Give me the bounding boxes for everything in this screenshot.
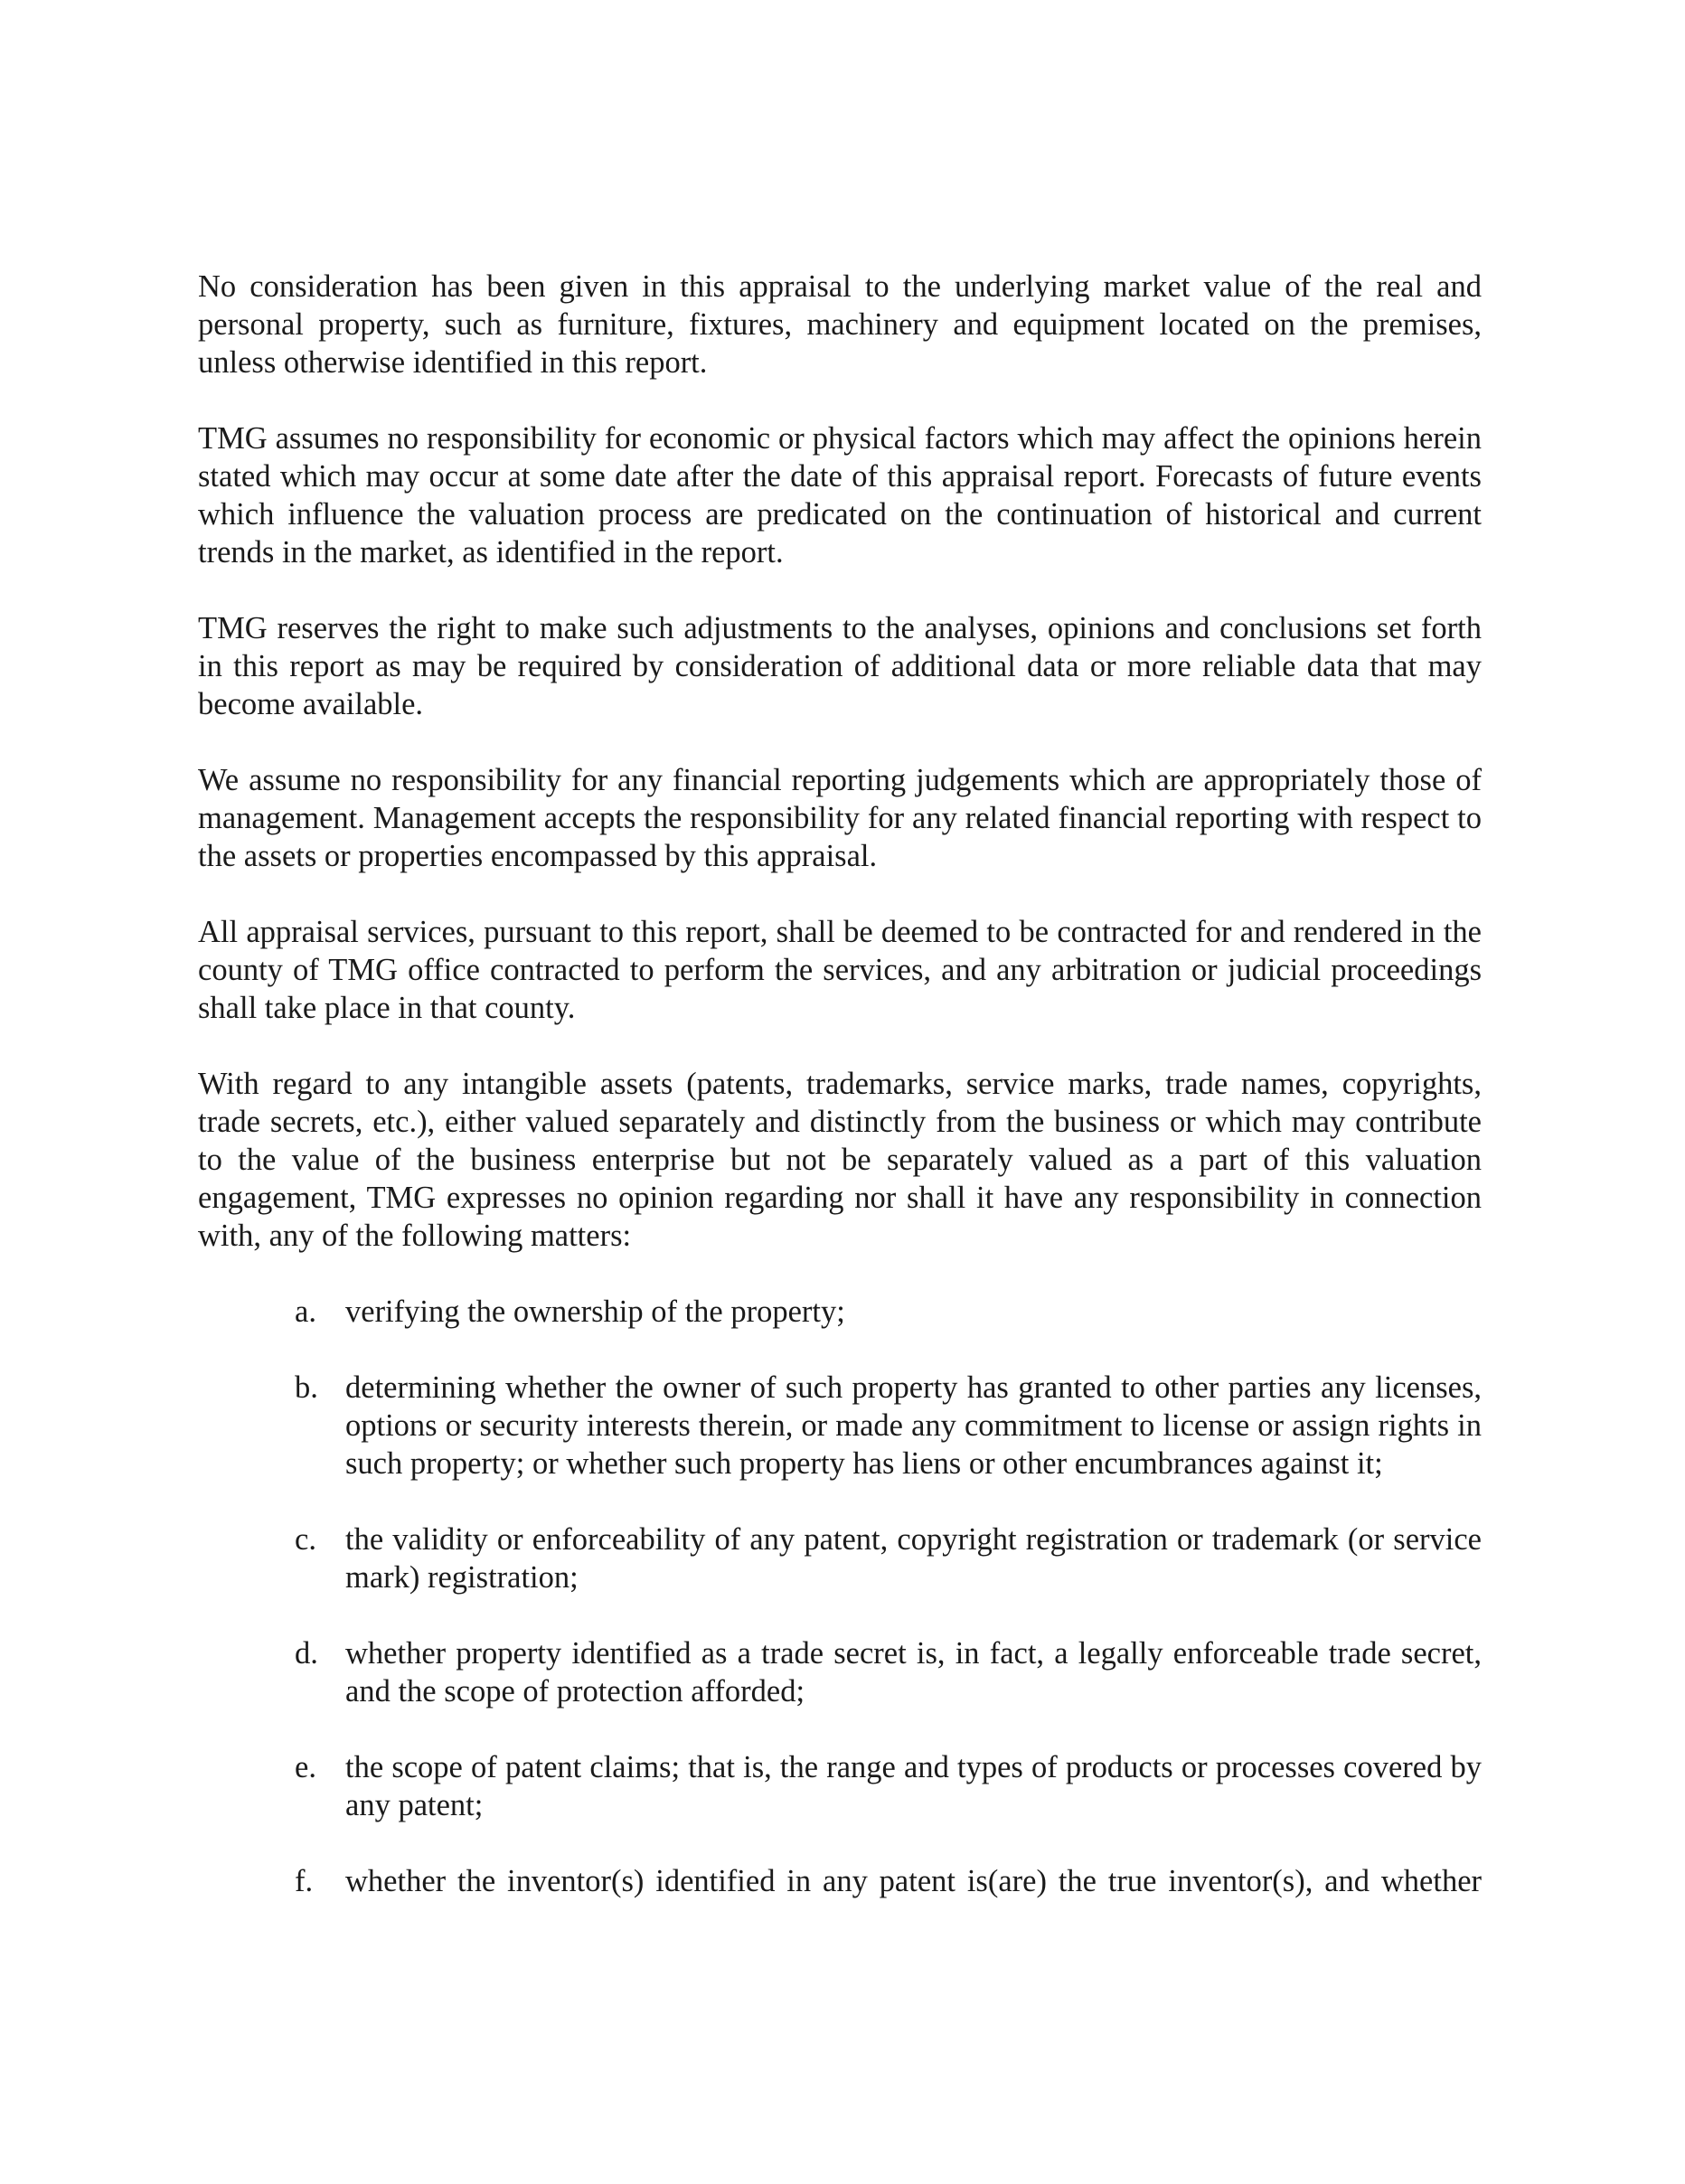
paragraph-intangible-assets: With regard to any intangible assets (patents, trademarks, service marks, trade names, copyrights, trade secrets, etc.), either valued separately and distinctly from the business or which may contribute to the value of the business enterprise but not be separately valued as a part of this valuation engagement, TMG expresses no opinion regarding nor shall it have any responsibility in connection with, any of the following matters: [198,1067,1482,1253]
list-item-text: determining whether the owner of such property has granted to other parties any licenses, options or security interests therein, or made any commitment to license or assign rights in such property; or whether such property has liens or other encumbrances against it; [345,1370,1482,1481]
list-marker: d. [295,1636,318,1671]
list-marker: f. [295,1864,314,1898]
list-item-text: the scope of patent claims; that is, the range and types of products or processes covered by any patent; [345,1750,1482,1822]
list-item-text: whether the inventor(s) identified in any patent is(are) the true inventor(s), and whether [345,1864,1482,1898]
list-item-text: the validity or enforceability of any patent, copyright registration or trademark (or service mark) registration; [345,1522,1482,1595]
matters-list [198,1293,1482,1900]
paragraph-adjustments: TMG reserves the right to make such adjustments to the analyses, opinions and conclusions set forth in this report as may be required by consideration of additional data or more reliable data that may become available. [198,611,1482,721]
list-marker: a. [295,1294,316,1329]
paragraph-jurisdiction: All appraisal services, pursuant to this report, shall be deemed to be contracted for and rendered in the county of TMG office contracted to perform the services, and any arbitration or judicial proceedings shall take place in that county. [198,915,1482,1025]
list-marker: c. [295,1522,316,1557]
list-item [198,1293,1482,1331]
list-marker: e. [295,1750,316,1784]
list-item-text: whether property identified as a trade secret is, in fact, a legally enforceable trade secret, and the scope of protection afforded; [345,1636,1482,1709]
list-item [198,1520,1482,1596]
list-item [198,1862,1482,1900]
list-item [198,1748,1482,1824]
paragraph-financial-reporting: We assume no responsibility for any financial reporting judgements which are appropriately those of management. Management accepts the responsibility for any related financial reporting with respect to the assets or properties encompassed by this appraisal. [198,763,1482,873]
list-marker: b. [295,1370,318,1405]
document-page [198,268,1482,1900]
paragraph-economic-factors: TMG assumes no responsibility for economic or physical factors which may affect the opinions herein stated which may occur at some date after the date of this appraisal report. Forecasts of future events which influence the valuation process are predicated on the continuation of historical and current trends in the market, as identified in the report. [198,421,1482,570]
list-item [198,1369,1482,1483]
paragraph-market-value: No consideration has been given in this appraisal to the underlying market value of the real and personal property, such as furniture, fixtures, machinery and equipment located on the premises, unless otherwise identified in this report. [198,269,1482,380]
list-item [198,1634,1482,1710]
list-item-text: verifying the ownership of the property; [345,1294,845,1329]
